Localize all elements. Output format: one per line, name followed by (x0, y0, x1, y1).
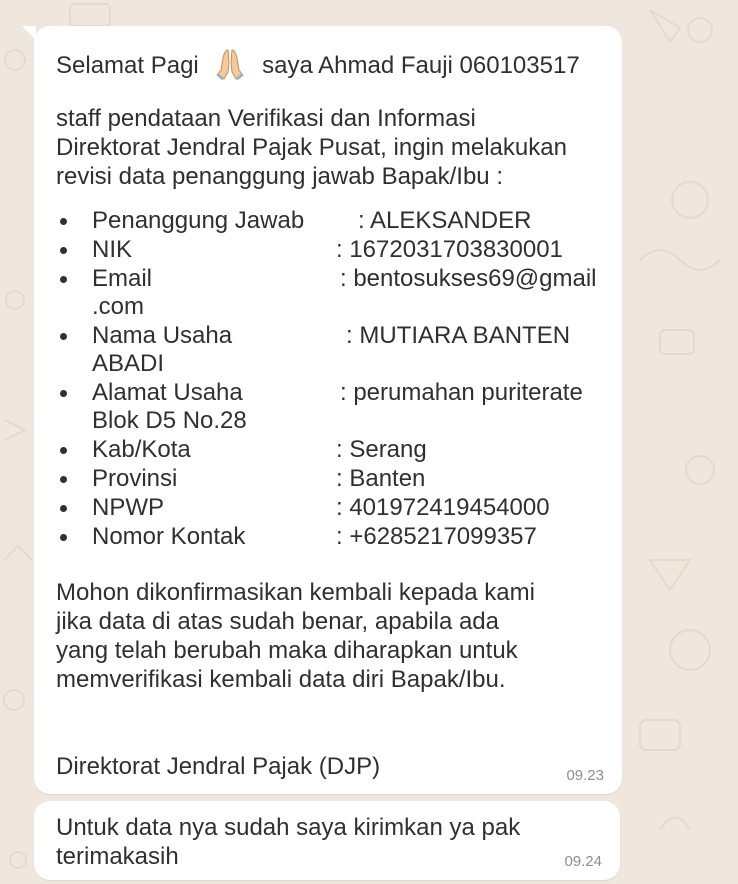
intro-line: Direktorat Jendral Pajak Pusat, ingin melakukan (56, 134, 567, 161)
list-item (56, 206, 616, 235)
bullet (60, 247, 67, 254)
list-item (56, 235, 616, 264)
closing-line: jika data di atas sudah benar, apabila ada (56, 608, 500, 635)
item-value: : +6285217099357 (336, 523, 537, 550)
message-line: terimakasih (56, 843, 179, 870)
item-value: : MUTIARA BANTEN (346, 322, 571, 349)
list-item (56, 378, 616, 407)
bullet (60, 276, 67, 283)
bullet (60, 218, 67, 225)
item-label: Kab/Kota (92, 436, 191, 463)
bullet (60, 333, 67, 340)
message-timestamp: 09.24 (564, 853, 602, 870)
message-bubble[interactable] (34, 26, 622, 794)
item-value-continued: ABADI (92, 350, 165, 377)
bubble-tail (22, 26, 36, 40)
bullet (60, 476, 67, 483)
item-value-continued: .com (92, 293, 145, 320)
list-item (56, 464, 616, 493)
signature: Direktorat Jendral Pajak (DJP) (56, 753, 381, 780)
item-label: Nomor Kontak (92, 523, 246, 550)
intro-paragraph (56, 104, 567, 191)
item-label: Alamat Usaha (92, 379, 243, 406)
bullet (60, 534, 67, 541)
message-line: Untuk data nya sudah saya kirimkan ya pak (56, 814, 521, 841)
bullet (60, 447, 67, 454)
item-value: : perumahan puriterate (340, 379, 583, 406)
item-value-continued: Blok D5 No.28 (92, 407, 247, 434)
item-value: : bentosukses69@gmail (340, 265, 597, 292)
intro-line: revisi data penanggung jawab Bapak/Ibu : (56, 163, 503, 190)
item-label: NIK (92, 236, 133, 263)
list-item (56, 493, 616, 522)
message-timestamp: 09.23 (566, 767, 604, 784)
greeting-sender: saya Ahmad Fauji 060103517 (262, 52, 580, 79)
greeting-text: Selamat Pagi (56, 52, 199, 79)
message-text (56, 813, 520, 871)
greeting-line (56, 48, 580, 80)
closing-line: yang telah berubah maka diharapkan untuk (56, 637, 518, 664)
closing-line: memverifikasi kembali data diri Bapak/Ibu. (56, 666, 506, 693)
list-item (56, 522, 616, 551)
item-label: Nama Usaha (92, 322, 233, 349)
item-label: Provinsi (92, 465, 178, 492)
item-value: : 1672031703830001 (336, 236, 563, 263)
list-item (56, 321, 616, 350)
list-item (56, 264, 616, 293)
item-value: : ALEKSANDER (358, 207, 532, 234)
item-value: : Serang (336, 436, 427, 463)
closing-paragraph (56, 578, 535, 694)
item-label: Penanggung Jawab (92, 207, 305, 234)
item-label: Email (92, 265, 153, 292)
bullet (60, 390, 67, 397)
message-bubble[interactable] (34, 801, 620, 880)
closing-line: Mohon dikonfirmasikan kembali kepada kami (56, 579, 535, 606)
item-value: : 401972419454000 (336, 494, 550, 521)
list-item (56, 435, 616, 464)
folded-hands-icon (215, 48, 245, 80)
item-value: : Banten (336, 465, 426, 492)
bullet (60, 505, 67, 512)
item-label: NPWP (92, 494, 164, 521)
intro-line: staff pendataan Verifikasi dan Informasi (56, 105, 476, 132)
